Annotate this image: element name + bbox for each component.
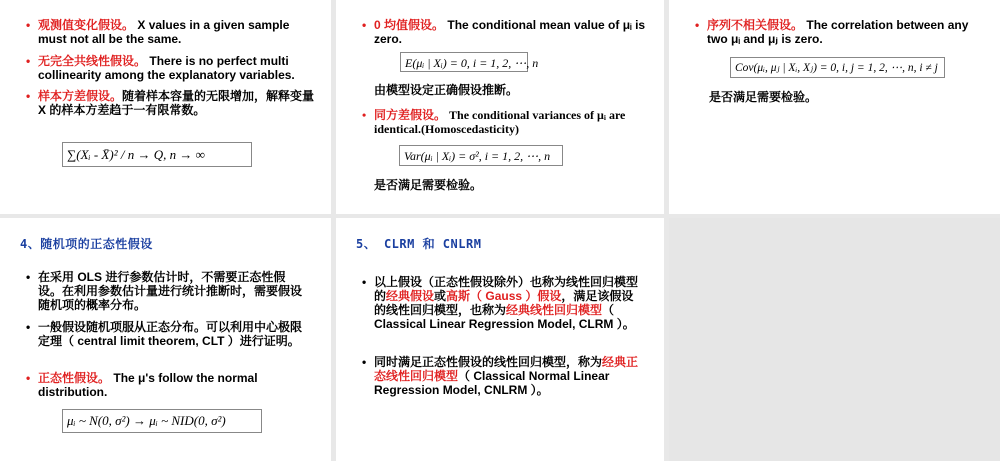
term-classical-assumption: 经典假设 [386, 289, 435, 303]
formula-sample-variance: ∑(Xᵢ - X̄)² / n → Q, n → ∞ [62, 142, 252, 167]
slide-1 [0, 0, 331, 214]
bullet-dot: • [26, 89, 31, 103]
note-covariance: 是否满足需要检验。 [709, 90, 818, 104]
bullet-text: 以上假设（正态性假设除外）也称为线性回归模型的 [374, 275, 639, 303]
bullet-ols-note [26, 270, 306, 312]
bullet-dot: • [695, 18, 700, 32]
assumption-title: 观测值变化假设。 [38, 18, 135, 32]
note-zero-mean: 由模型设定正确假设推断。 [374, 83, 519, 97]
assumption-title: 正态性假设。 [38, 371, 111, 385]
assumption-title: 序列不相关假设。 [707, 18, 804, 32]
slide-4 [0, 218, 331, 461]
assumption-text: There is no perfect multi collinearity among the explanatory variables. [38, 54, 295, 82]
bullet-text: 同时满足正态性假设的线性回归模型，称为 [374, 355, 603, 369]
bullet-homoscedasticity [362, 108, 657, 136]
bullet-observation-variation [26, 18, 316, 46]
term-clrm: 经典线性回归模型 [506, 303, 603, 317]
bullet-dot: • [26, 371, 31, 385]
term-gauss-assumption: 高斯（ Gauss ）假设 [446, 289, 562, 303]
bullet-dot: • [26, 320, 31, 334]
bullet-clrm [362, 275, 642, 331]
assumption-text: X values in a given sample must not all be the same. [38, 18, 290, 46]
note-homoscedasticity: 是否满足需要检验。 [374, 178, 483, 192]
bullet-text: 在采用 OLS 进行参数估计时，不需要正态性假设。在利用参数估计量进行统计推断时，需要假设随机项的概率分布。 [38, 270, 303, 312]
bullet-sample-variance [26, 89, 316, 117]
assumption-text: The conditional mean value of μᵢ is zero. [374, 18, 646, 46]
bullet-dot: • [362, 18, 367, 32]
assumption-text: The correlation between any two μᵢ and μⱼ is zero. [707, 18, 969, 46]
formula-normality: μᵢ ~ N(0, σ²) → μᵢ ~ NID(0, σ²) [62, 409, 262, 433]
bullet-dot: • [26, 54, 31, 68]
empty-slide-slot [669, 218, 1000, 461]
slide-2 [336, 0, 664, 214]
slide-5 [336, 218, 664, 461]
assumption-title: 0 均值假设。 [374, 18, 445, 32]
bullet-normality [26, 371, 306, 399]
section-heading: 5、 CLRM 和 CNLRM [356, 237, 482, 251]
bullet-text: （ Classical Linear Regression Model, CLRM ）。 [374, 303, 635, 331]
term-cnlrm: 经典正态线性回归模型 [374, 355, 639, 383]
section-heading: 4、随机项的正态性假设 [20, 237, 153, 251]
assumption-text: The conditional variances of μᵢ are identical.(Homoscedasticity) [374, 108, 626, 136]
assumption-title: 无完全共线性假设。 [38, 54, 147, 68]
bullet-dot: • [26, 270, 31, 284]
bullet-text: 一般假设随机项服从正态分布。可以利用中心极限定理（ central limit theorem, CLT ）进行证明。 [38, 320, 303, 348]
formula-zero-mean: E(μᵢ | Xᵢ) = 0, i = 1, 2, ⋯, n [400, 52, 528, 72]
formula-covariance: Cov(μᵢ, μⱼ | Xᵢ, Xⱼ) = 0, i, j = 1, 2, ⋯, n, i ≠ j [730, 57, 945, 78]
assumption-title: 同方差假设。 [374, 108, 447, 122]
bullet-dot: • [26, 18, 31, 32]
assumption-text: The μ's follow the normal distribution. [38, 371, 258, 399]
formula-homoscedasticity: Var(μᵢ | Xᵢ) = σ², i = 1, 2, ⋯, n [399, 145, 563, 166]
assumption-title: 样本方差假设。 [38, 89, 123, 103]
bullet-dot: • [362, 355, 367, 369]
bullet-text: 或 [434, 289, 447, 303]
bullet-dot: • [362, 275, 367, 289]
bullet-no-autocorrelation [695, 18, 985, 46]
bullet-dot: • [362, 108, 367, 122]
assumption-text: 随着样本容量的无限增加，解释变量 X 的样本方差趋于一有限常数。 [38, 89, 315, 117]
bullet-text: ，满足该假设的线性回归模型，也称为 [374, 289, 634, 317]
bullet-zero-mean [362, 18, 652, 46]
bullet-cnlrm [362, 355, 642, 397]
bullet-clt-note [26, 320, 306, 348]
bullet-no-collinearity [26, 54, 316, 82]
slide-3 [669, 0, 1000, 214]
bullet-text: （ Classical Normal Linear Regression Model, CNLRM ）。 [374, 369, 610, 397]
